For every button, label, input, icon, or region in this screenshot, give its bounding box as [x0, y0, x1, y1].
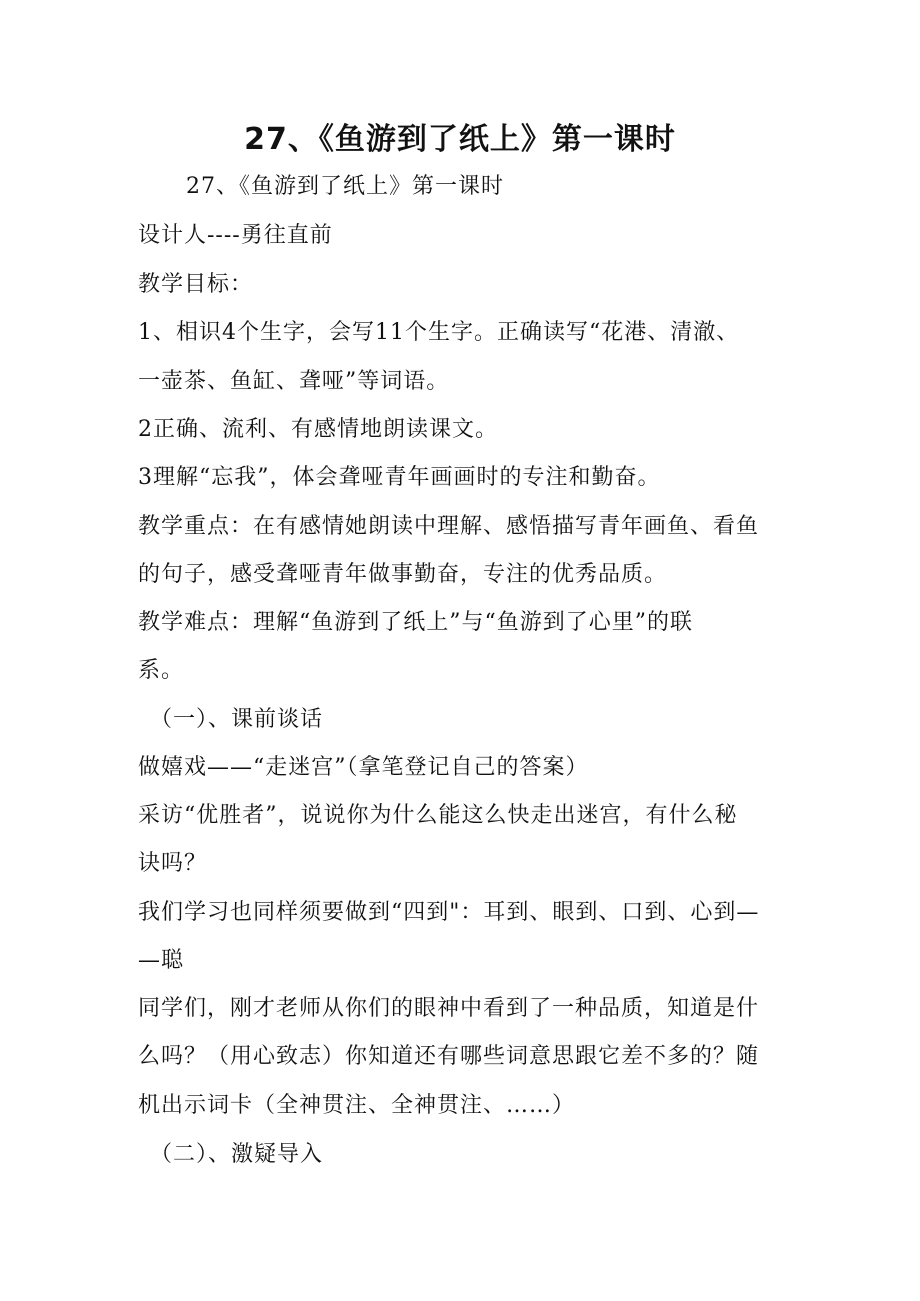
difficulty-line-b: 系。	[138, 658, 185, 683]
objective-1-line-a: 1、相识4个生字，会写11个生字。正确读写“花港、清澈、	[138, 320, 740, 345]
subtitle-line: 27、《鱼游到了纸上》第一课时	[186, 174, 504, 199]
difficulty-line-a: 教学难点：理解“鱼游到了纸上”与“鱼游到了心里”的联	[138, 610, 693, 635]
section-2-heading: （二）、激疑导入	[150, 1142, 324, 1167]
interview-line-b: 诀吗？	[138, 851, 208, 876]
four-to-line-b: —聪	[138, 948, 185, 973]
quality-line-a: 同学们，刚才老师从你们的眼神中看到了一种品质，知道是什	[138, 996, 760, 1021]
objective-3-line: 3理解“忘我”，体会聋哑青年画画时的专注和勤奋。	[138, 465, 661, 490]
objective-1-line-b: 一壶茶、鱼缸、聋哑”等词语。	[138, 369, 450, 394]
quality-line-b: 么吗？（用心致志）你知道还有哪些词意思跟它差不多的？随	[138, 1044, 760, 1069]
designer-line: 设计人----勇往直前	[138, 223, 333, 248]
four-to-line-a: 我们学习也同样须要做到“四到"：耳到、眼到、口到、心到—	[138, 900, 760, 925]
quality-line-c: 机出示词卡（全神贯注、全神贯注、……）	[138, 1093, 576, 1118]
interview-line-a: 采访“优胜者”，说说你为什么能这么快走出迷宫，有什么秘	[138, 803, 738, 828]
objectives-heading: 教学目标：	[138, 272, 254, 297]
game-line: 做嬉戏——“走迷宫”（拿笔登记自己的答案）	[138, 755, 589, 780]
objective-2-line: 2正确、流利、有感情地朗读课文。	[138, 417, 498, 442]
key-points-line-a: 教学重点：在有感情她朗读中理解、感悟描写青年画鱼、看鱼	[138, 514, 760, 539]
document-title: 27、《鱼游到了纸上》第一课时	[244, 122, 676, 157]
key-points-line-b: 的句子，感受聋哑青年做事勤奋，专注的优秀品质。	[138, 562, 668, 587]
section-1-heading: （一）、课前谈话	[150, 707, 324, 732]
